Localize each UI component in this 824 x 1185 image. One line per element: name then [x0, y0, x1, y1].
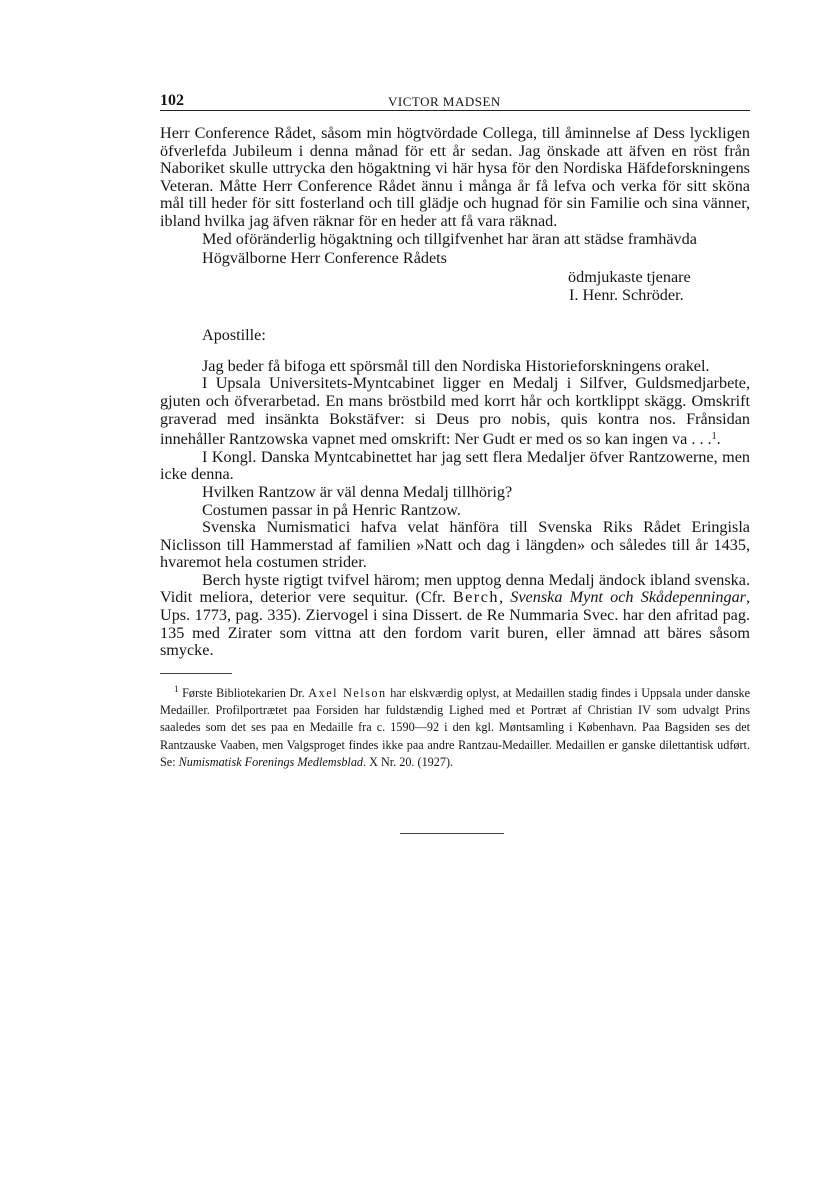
- apostille-paragraph: Jag beder få bifoga ett spörsmål till den Nordiska Historieforskningens orakel.: [202, 356, 710, 375]
- apostille-paragraph: [160, 572, 750, 660]
- letter-body: [160, 125, 750, 248]
- footnote-reference: 1: [711, 431, 717, 443]
- footnote-person-name: Axel Nelson: [308, 685, 387, 700]
- signature-name: I. Henr. Schröder.: [569, 285, 684, 304]
- apostille-paragraph-end: .: [716, 430, 721, 449]
- footnote: [160, 681, 750, 771]
- apostille-paragraph: [160, 375, 750, 448]
- letter-paragraph: Herr Conference Rådet, såsom min högtvördade Collega, till åminnelse af Dess lyckligen öfverlefda Jubileum i denna månad för ett år sedan. Jag önskade att äfven en röst från Naboriket skulle uttrycka den högaktning vi här hysa för den Nordiska Häfdeforskningens Veteran. Måtte Herr Conference Rådet ännu i många år få lefva och verka för sitt sköna mål till heder för sitt fosterland och till glädje och hugnad för sin Familie och sina vänner, ibland hvilka jag äfven räknar för en heder att få vara räknad.: [160, 124, 750, 230]
- paragraph-text: Berch hyste rigtigt tvifvel härom; men upptog denna Medalj ändock ibland svenska. Vidit meliora, deterior vere sequitur. (Cfr.: [160, 570, 750, 607]
- end-divider: [400, 833, 504, 834]
- apostille-paragraph: Costumen passar in på Henric Rantzow.: [202, 500, 461, 519]
- footnote-text: har elskværdig oplyst, at Medaillen stadig findes i Uppsala under danske Medailler. Profilportrætet paa Forsiden har fuldstændig Lighed med et Portræt af Christian IV som udvalgt Prins saaledes som det ses paa en Medaille fra c. 1590—92 i den kgl. Møntsamling i København. Paa Bagsiden ses det Rantzauske Vaaben, men Valgsproget findes ikke paa andre Rantzau-Medailler. Medaillen er ganske dilettantisk udført. Se:: [160, 685, 750, 770]
- author-name: Berch: [452, 588, 499, 607]
- paragraph-text: ,: [498, 588, 511, 607]
- footnote-text: . X Nr. 20. (1927).: [363, 755, 454, 770]
- signature-block: [568, 268, 750, 304]
- journal-title: Numismatisk Forenings Medlemsblad: [178, 755, 364, 770]
- apostille-paragraph: I Kongl. Danska Myntcabinettet har jag sett flera Medaljer öfver Rantzowerne, men icke denna.: [160, 447, 750, 484]
- page-number: 102: [160, 92, 184, 109]
- apostille-body: [160, 358, 750, 660]
- apostille-heading: Apostille:: [202, 325, 266, 344]
- signature-line: ödmjukaste tjenare: [568, 267, 691, 286]
- book-title: Svenska Mynt och Skådepenningar: [510, 588, 746, 607]
- page: [160, 92, 750, 834]
- footnote-divider: [160, 673, 232, 674]
- footnote-text: Første Bibliotekarien Dr.: [182, 685, 309, 700]
- apostille-paragraph: Hvilken Rantzow är väl denna Medalj tillhörig?: [202, 482, 513, 501]
- apostille-paragraph: Svenska Numismatici hafva velat hänföra till Svenska Riks Rådet Eringisla Niclisson till Hammerstad af familien »Natt och dag i längden» och således till år 1435, hvaremot hela costumen strider.: [160, 518, 750, 572]
- apostille-paragraph-text: I Upsala Universitets-Myntcabinet ligger en Medalj i Silfver, Guldsmedjarbete, gjuten och öfverarbetad. En mans bröstbild med korrt hår och kortklippt skägg. Omskrift graverad med insänkta Bokstäfver: si Deus pro nobis, quis kontra nos. Frånsidan innehåller Rantzowska vapnet med omskrift: Ner Gudt er med os so kan ingen va . . .: [160, 374, 750, 449]
- letter-closing: Högvälborne Herr Conference Rådets: [202, 249, 447, 268]
- footnote-mark: 1: [174, 683, 179, 694]
- running-title: VICTOR MADSEN: [388, 94, 501, 109]
- letter-paragraph: Med oföränderlig högaktning och tillgifvenhet har äran att städse framhävda: [202, 229, 697, 248]
- page-header: [160, 92, 750, 111]
- paragraph-text: , Ups. 1773, pag. 335). Ziervogel i sina Dissert. de Re Nummaria Svec. har den afritad pag. 135 med Zirater som vittna att den fordom varit buren, eller ämnad att bäres såsom smycke.: [160, 588, 751, 660]
